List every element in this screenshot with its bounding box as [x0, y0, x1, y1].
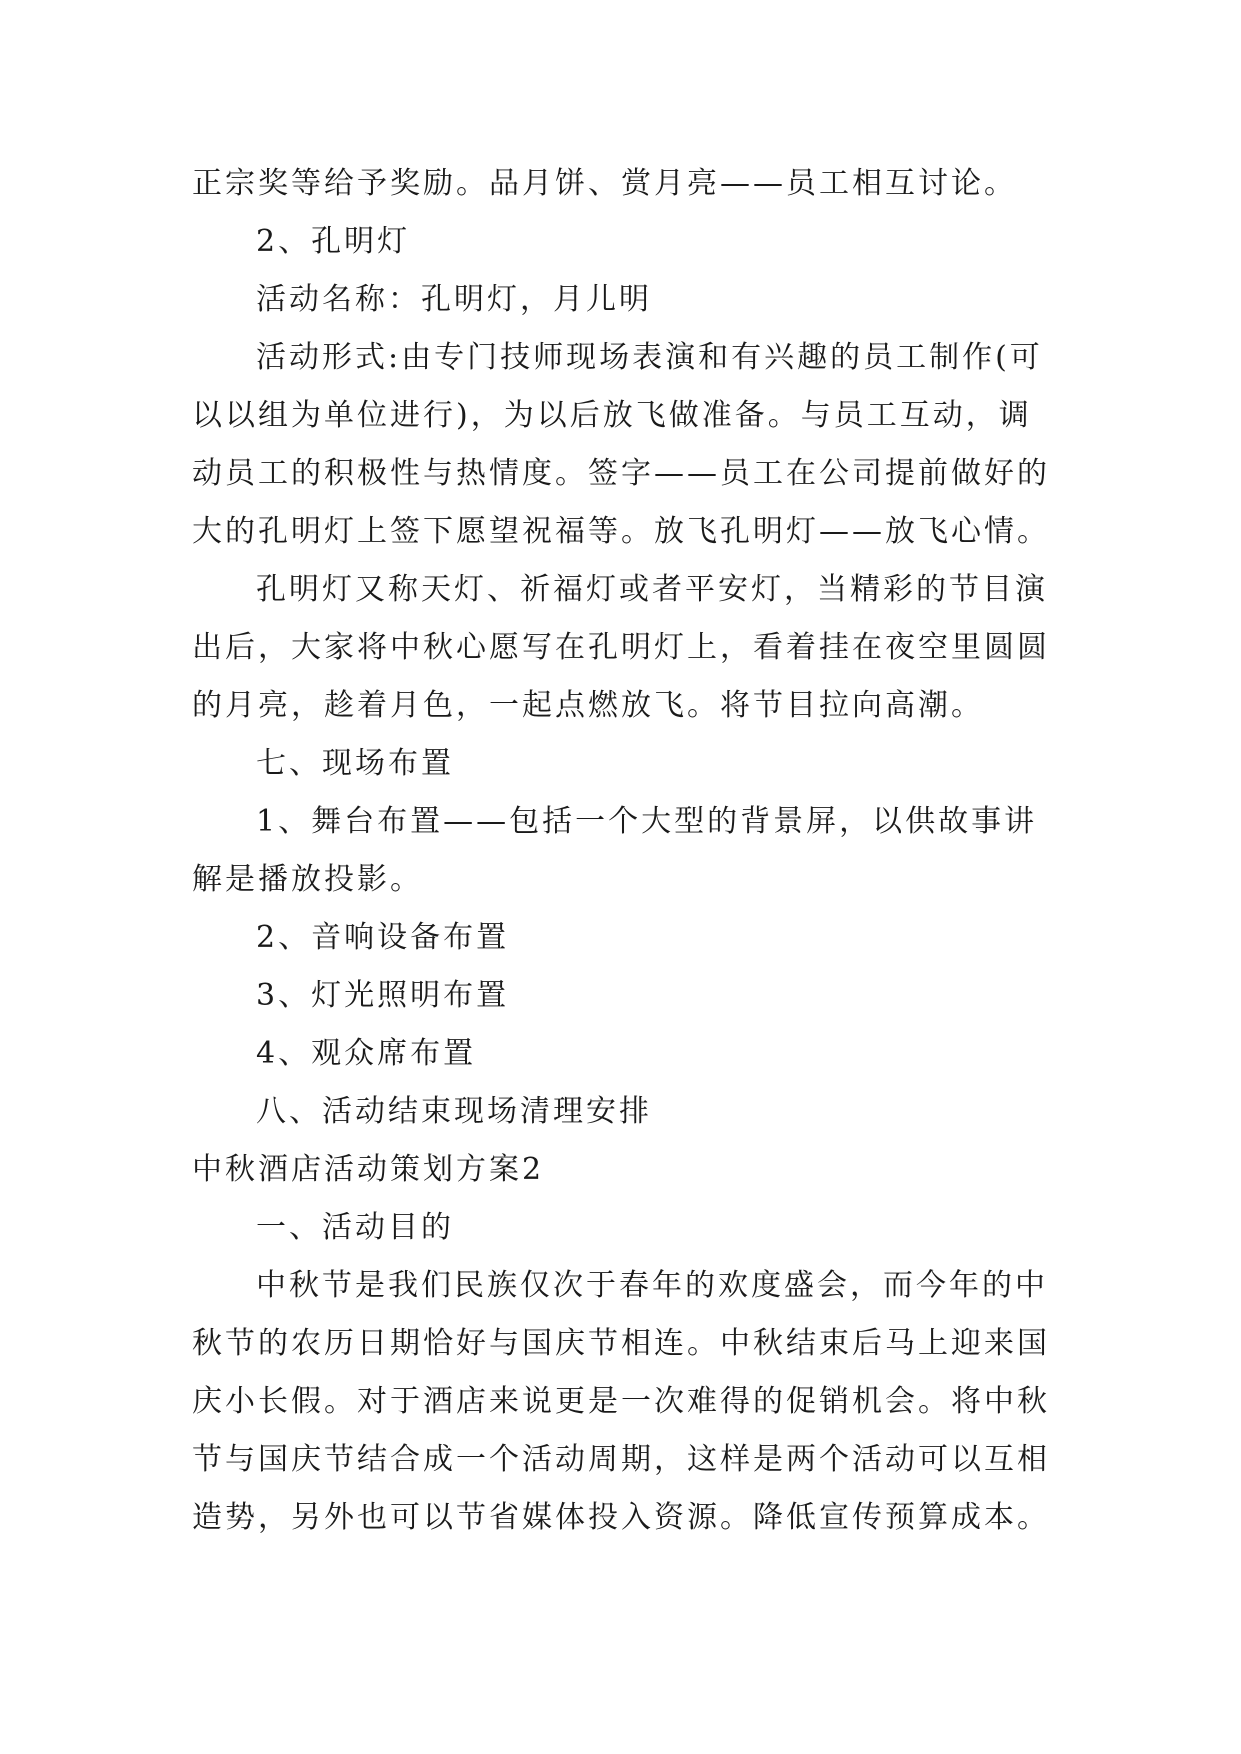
paragraph-reward-discussion	[192, 155, 1072, 213]
text-line: 中秋节是我们民族仅次于春年的欢度盛会，而今年的中	[256, 1268, 1048, 1303]
purpose-paragraph	[192, 1257, 1072, 1547]
text-line: 动员工的积极性与热情度。签字——员工在公司提前做好的	[192, 456, 1050, 491]
text-line: 4、观众席布置	[256, 1036, 477, 1071]
text-line: 解是播放投影。	[192, 862, 423, 897]
text-line: 活动形式:由专门技师现场表演和有兴趣的员工制作(可	[256, 340, 1043, 375]
text-line: 秋节的农历日期恰好与国庆节相连。中秋结束后马上迎来国	[192, 1326, 1050, 1361]
text-line: 1、舞台布置——包括一个大型的背景屏，以供故事讲	[256, 804, 1038, 839]
text-line: 2、音响设备布置	[256, 920, 510, 955]
document-body	[192, 155, 1072, 1547]
text-line: 的月亮，趁着月色，一起点燃放飞。将节目拉向高潮。	[192, 688, 984, 723]
text-line: 出后，大家将中秋心愿写在孔明灯上，看着挂在夜空里圆圆	[192, 630, 1050, 665]
item-kongming-lantern	[192, 213, 1072, 271]
activity-form-paragraph	[192, 329, 1072, 561]
activity-name	[192, 271, 1072, 329]
text-line: 以以组为单位进行)，为以后放飞做准备。与员工互动，调	[192, 398, 1032, 433]
text-line: 造势，另外也可以节省媒体投入资源。降低宣传预算成本。	[192, 1500, 1050, 1535]
stage-setup-paragraph	[192, 793, 1072, 909]
lantern-description-paragraph	[192, 561, 1072, 735]
section-heading-purpose	[192, 1199, 1072, 1257]
audio-setup-item	[192, 909, 1072, 967]
text-line: 一、活动目的	[256, 1210, 454, 1245]
text-line: 3、灯光照明布置	[256, 978, 510, 1013]
section-heading-cleanup	[192, 1083, 1072, 1141]
text-line: 中秋酒店活动策划方案2	[192, 1152, 545, 1187]
text-line: 节与国庆节结合成一个活动周期，这样是两个活动可以互相	[192, 1442, 1050, 1477]
text-line: 正宗奖等给予奖励。品月饼、赏月亮——员工相互讨论。	[192, 166, 1017, 201]
lighting-setup-item	[192, 967, 1072, 1025]
text-line: 活动名称：孔明灯，月儿明	[256, 282, 652, 317]
section-heading-venue-setup	[192, 735, 1072, 793]
text-line: 2、孔明灯	[256, 224, 411, 259]
text-line: 庆小长假。对于酒店来说更是一次难得的促销机会。将中秋	[192, 1384, 1050, 1419]
audience-seating-item	[192, 1025, 1072, 1083]
text-line: 八、活动结束现场清理安排	[256, 1094, 652, 1129]
plan-title	[192, 1141, 1072, 1199]
text-line: 七、现场布置	[256, 746, 454, 781]
text-line: 大的孔明灯上签下愿望祝福等。放飞孔明灯——放飞心情。	[192, 514, 1050, 549]
text-line: 孔明灯又称天灯、祈福灯或者平安灯，当精彩的节目演	[256, 572, 1048, 607]
